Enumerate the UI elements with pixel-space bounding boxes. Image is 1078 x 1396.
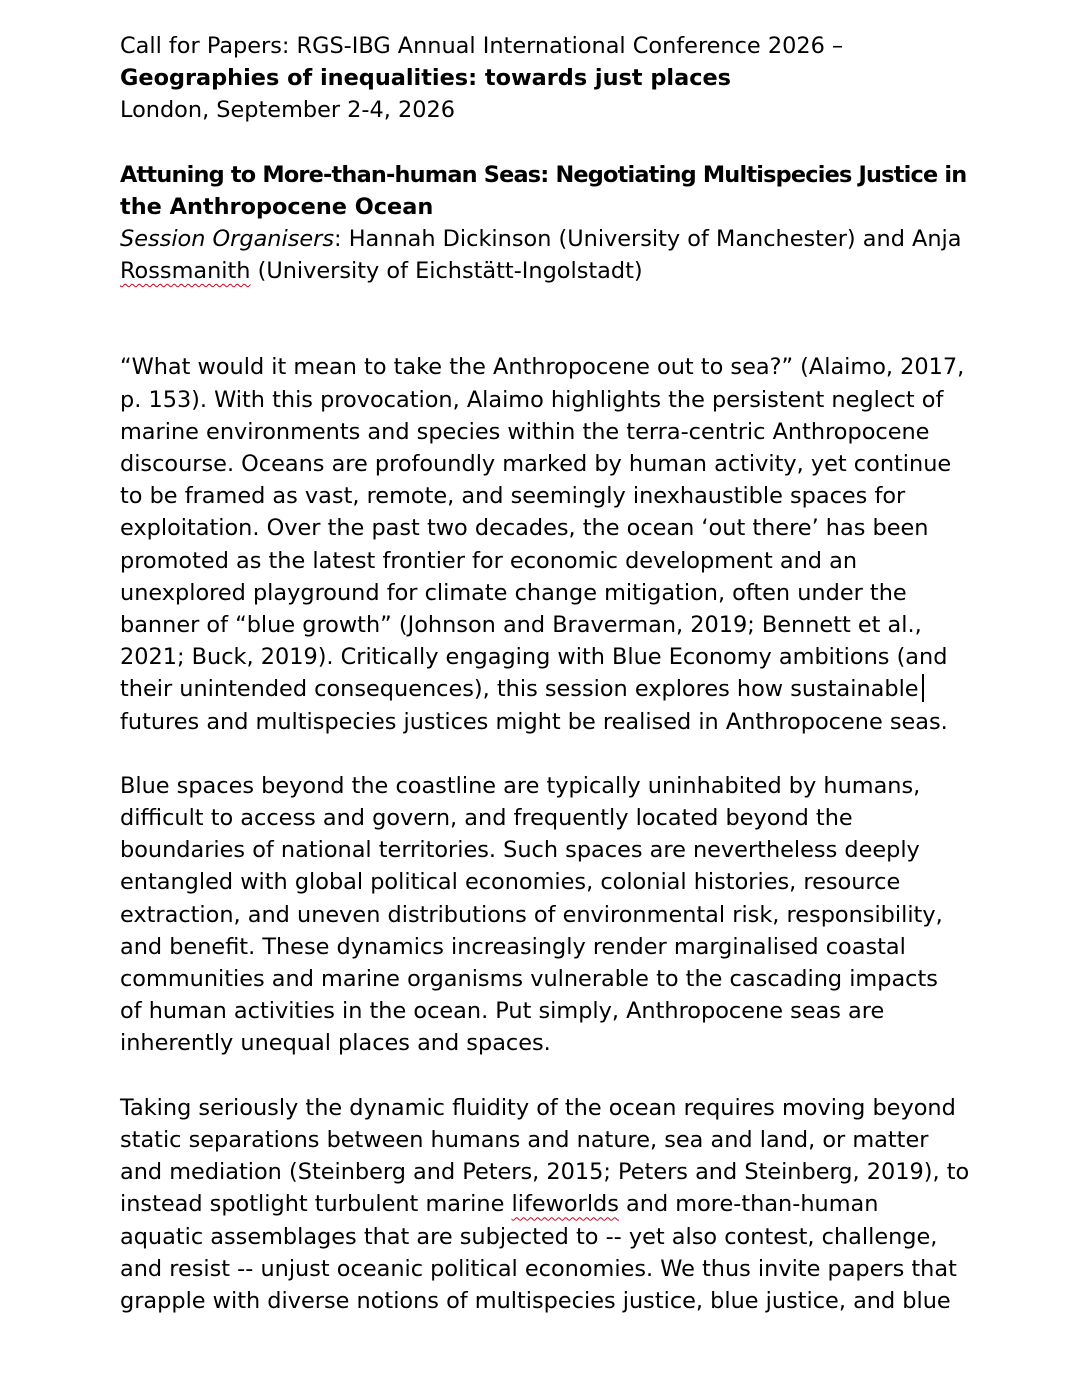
paragraph-1 (120, 351, 970, 737)
paragraph-line-text: and more-than-human (618, 1191, 879, 1218)
paragraph-line: p. 153). With this provocation, Alaimo highlights the persistent neglect of (120, 386, 944, 413)
paragraph-line-text: their unintended consequences), this session explores how sustainable (120, 676, 919, 703)
spacer (120, 127, 970, 159)
paragraph-line: of human activities in the ocean. Put simply, Anthropocene seas are (120, 998, 885, 1025)
paragraph-2 (120, 770, 970, 1060)
paragraph-3 (120, 1092, 970, 1317)
conference-location: London, September 2-4, 2026 (120, 97, 455, 124)
paragraph-line-text: instead spotlight turbulent marine (120, 1191, 512, 1218)
paragraph-line: “What would it mean to take the Anthropocene out to sea?” (Alaimo, 2017, (120, 354, 965, 381)
session-title-line-2: the Anthropocene Ocean (120, 193, 434, 220)
paragraph-line: entangled with global political economies, colonial histories, resource (120, 869, 901, 896)
spacer (120, 287, 970, 351)
organisers-names: : Hannah Dickinson (University of Manchester) and Anja (334, 226, 962, 253)
paragraph-line: futures and multispecies justices might be realised in Anthropocene seas. (120, 708, 948, 735)
paragraph-line: to be framed as vast, remote, and seemingly inexhaustible spaces for (120, 483, 906, 510)
paragraph-line-with-cursor (120, 673, 970, 705)
session-title-line-1: Attuning to More-than-human Seas: Negotiating Multispecies Justice in (120, 161, 967, 188)
paragraph-line: marine environments and species within the terra-centric Anthropocene (120, 418, 930, 445)
paragraph-line: static separations between humans and nature, sea and land, or matter (120, 1126, 929, 1153)
paragraph-line: Blue spaces beyond the coastline are typically uninhabited by humans, (120, 772, 921, 799)
paragraph-line: communities and marine organisms vulnerable to the cascading impacts (120, 966, 938, 993)
paragraph-line: inherently unequal places and spaces. (120, 1030, 551, 1057)
organisers-label: Session Organisers (120, 226, 335, 253)
organisers-line-2 (120, 255, 970, 287)
conference-theme: Geographies of inequalities: towards just places (120, 65, 731, 92)
paragraph-line: discourse. Oceans are profoundly marked by human activity, yet continue (120, 451, 952, 478)
document-page (120, 30, 970, 1317)
paragraph-line: difficult to access and govern, and frequently located beyond the (120, 805, 853, 832)
paragraph-line: and resist -- unjust oceanic political economies. We thus invite papers that (120, 1255, 957, 1282)
text-cursor[interactable] (922, 674, 924, 702)
conference-header (120, 30, 970, 127)
organisers-line-1 (120, 223, 970, 255)
organiser-affiliation: (University of Eichstätt-Ingolstadt) (250, 258, 643, 285)
spacer (120, 738, 970, 770)
paragraph-line: unexplored playground for climate change mitigation, often under the (120, 579, 907, 606)
paragraph-line: banner of “blue growth” (Johnson and Braverman, 2019; Bennett et al., (120, 612, 922, 639)
paragraph-line: and benefit. These dynamics increasingly render marginalised coastal (120, 933, 906, 960)
paragraph-line: Taking seriously the dynamic fluidity of the ocean requires moving beyond (120, 1094, 956, 1121)
spacer (120, 1060, 970, 1092)
paragraph-line: grapple with diverse notions of multispecies justice, blue justice, and blue (120, 1287, 951, 1314)
paragraph-line: extraction, and uneven distributions of environmental risk, responsibility, (120, 901, 943, 928)
session-block (120, 159, 970, 288)
paragraph-line (120, 1188, 970, 1220)
spellcheck-word-lifeworlds[interactable]: lifeworlds (511, 1191, 619, 1218)
paragraph-line: and mediation (Steinberg and Peters, 2015; Peters and Steinberg, 2019), to (120, 1159, 970, 1186)
paragraph-line: 2021; Buck, 2019). Critically engaging with Blue Economy ambitions (and (120, 644, 948, 671)
spellcheck-word-rossmanith[interactable]: Rossmanith (120, 258, 251, 285)
paragraph-line: aquatic assemblages that are subjected to -- yet also contest, challenge, (120, 1223, 938, 1250)
cfp-line: Call for Papers: RGS-IBG Annual International Conference 2026 – (120, 33, 844, 59)
paragraph-line: exploitation. Over the past two decades, the ocean ‘out there’ has been (120, 515, 929, 542)
paragraph-line: promoted as the latest frontier for economic development and an (120, 547, 858, 574)
paragraph-line: boundaries of national territories. Such spaces are nevertheless deeply (120, 837, 920, 864)
